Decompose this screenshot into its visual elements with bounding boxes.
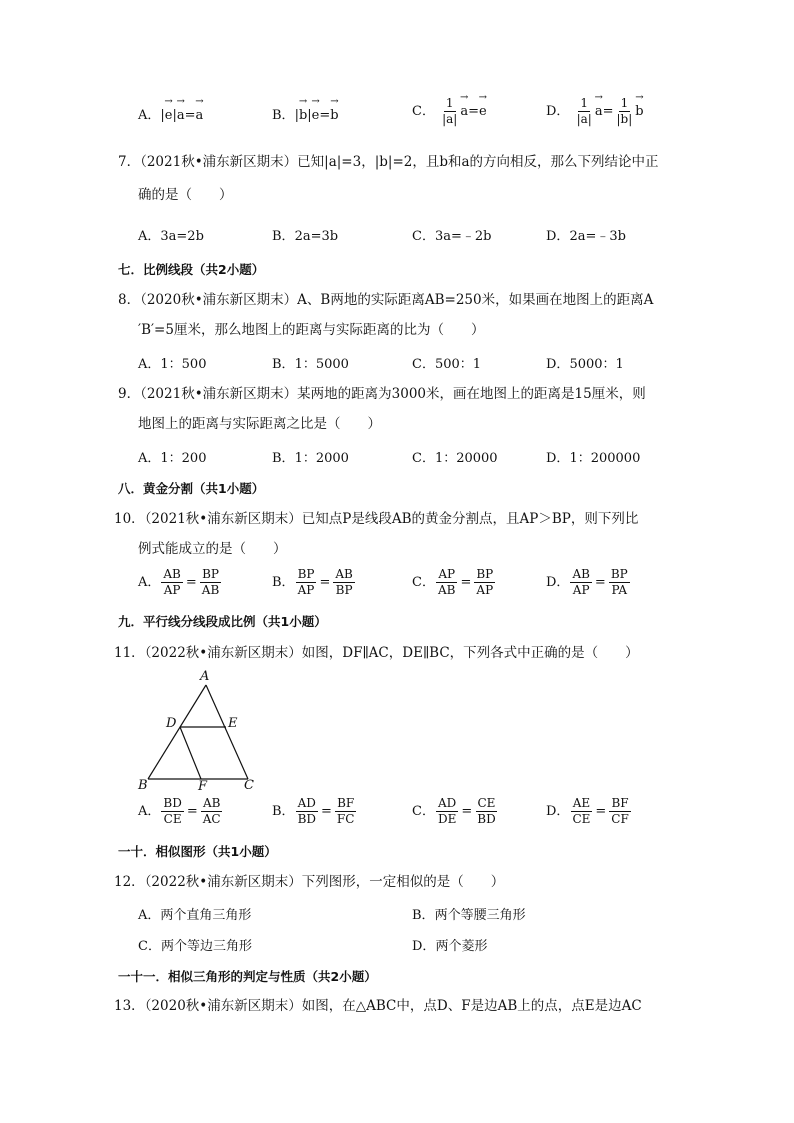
q12-option-a: A．两个直角三角形 [138, 908, 252, 923]
q7-stem-line2: 确的是（ ） [138, 187, 233, 203]
section-heading-8: 八．黄金分割（共1小题） [118, 481, 265, 496]
q10-option-d: D． $\frac{AB}{AP}$ = $\frac{BP}{PA}$ [546, 567, 628, 597]
triangle-figure [130, 665, 270, 795]
q10-stem-line1: 10．（2021秋•浦东新区期末）已知点P是线段AB的黄金分割点，且AP＞BP，则下列比 [114, 511, 639, 527]
q13-stem-line1: 13．（2020秋•浦东新区期末）如图，在△ABC中，点D、F是边AB上的点，点E是边AC [114, 998, 642, 1014]
q8-stem-line1: 8．（2020秋•浦东新区期末）A、B两地的实际距离AB=250米，如果画在地图上的距离A [118, 292, 654, 308]
q12-option-c: C．两个等边三角形 [138, 939, 252, 954]
q8-option-c: C．500：1 [412, 357, 482, 372]
q9-stem-line1: 9．（2021秋•浦东新区期末）某两地的距离为3000米，画在地图上的距离是15厘米，则 [118, 386, 646, 402]
section-heading-7: 七．比例线段（共2小题） [118, 262, 265, 277]
q8-stem-line2: ′B′=5厘米，那么地图上的距离与实际距离的比为（ ） [138, 322, 485, 338]
section-heading-10: 一十．相似图形（共1小题） [118, 844, 277, 859]
q12-option-d: D．两个菱形 [412, 939, 488, 954]
q11-option-d: D． $\frac{AE}{CE}$ = $\frac{BF}{CF}$ [546, 796, 629, 826]
q11-stem-line1: 11．（2022秋•浦东新区期末）如图，DF∥AC，DE∥BC，下列各式中正确的是（ ） [114, 645, 639, 661]
q9-option-a: A．1：200 [138, 451, 207, 466]
section-heading-9: 九．平行线分线段成比例（共1小题） [118, 614, 327, 629]
q7-option-d: D．2a=﹣3b [546, 229, 626, 244]
q7-option-b: B．2a=3b [272, 229, 339, 244]
section-heading-11: 一十一．相似三角形的判定与性质（共2小题） [118, 969, 377, 984]
label-d: D [166, 716, 177, 731]
q12-stem-line1: 12．（2022秋•浦东新区期末）下列图形，一定相似的是（ ） [114, 874, 505, 890]
q12-option-b: B．两个等腰三角形 [412, 908, 526, 923]
q10-option-b: B． $\frac{BP}{AP}$ = $\frac{AB}{BP}$ [272, 567, 353, 597]
segment-ab [148, 685, 206, 779]
label-c: C [244, 778, 254, 793]
q6-option-c: C． $\frac{1}{|a|}$ → a=→ e [412, 96, 487, 127]
q11-option-a: A． $\frac{BD}{CE}$ = $\frac{AB}{AC}$ [138, 796, 221, 826]
q10-option-c: C． $\frac{AP}{AB}$ = $\frac{BP}{AP}$ [412, 567, 494, 597]
segment-ac [206, 685, 248, 779]
q8-option-d: D．5000：1 [546, 357, 624, 372]
q8-option-a: A．1：500 [138, 357, 207, 372]
q7-option-c: C．3a=﹣2b [412, 229, 492, 244]
q6-option-a: A．|→ e|→ a=→ a [138, 104, 203, 123]
q7-stem-line1: 7．（2021秋•浦东新区期末）已知|a|=3，|b|=2，且b和a的方向相反，那么下列结论中正 [118, 154, 659, 170]
q9-stem-line2: 地图上的距离与实际距离之比是（ ） [138, 416, 381, 432]
q11-option-c: C． $\frac{AD}{DE}$ = $\frac{CE}{BD}$ [412, 796, 496, 826]
label-b: B [138, 778, 148, 793]
q8-option-b: B．1：5000 [272, 357, 349, 372]
q6-option-d: D． $\frac{1}{|a|}$ → a= $\frac{1}{|b|}$ → b [546, 96, 644, 127]
q7-option-a: A．3a=2b [138, 229, 204, 244]
q6-option-b: B．|→ b|→ e=→ b [272, 104, 339, 123]
label-e: E [228, 716, 238, 731]
q9-option-d: D．1：200000 [546, 451, 641, 466]
q10-option-a: A． $\frac{AB}{AP}$ = $\frac{BP}{AB}$ [138, 567, 220, 597]
label-a: A [200, 669, 210, 684]
label-f: F [198, 779, 208, 794]
q11-option-b: B． $\frac{AD}{BD}$ = $\frac{BF}{FC}$ [272, 796, 355, 826]
q10-stem-line2: 例式能成立的是（ ） [138, 541, 287, 557]
q9-option-b: B．1：2000 [272, 451, 349, 466]
segment-df [180, 727, 201, 779]
q9-option-c: C．1：20000 [412, 451, 498, 466]
